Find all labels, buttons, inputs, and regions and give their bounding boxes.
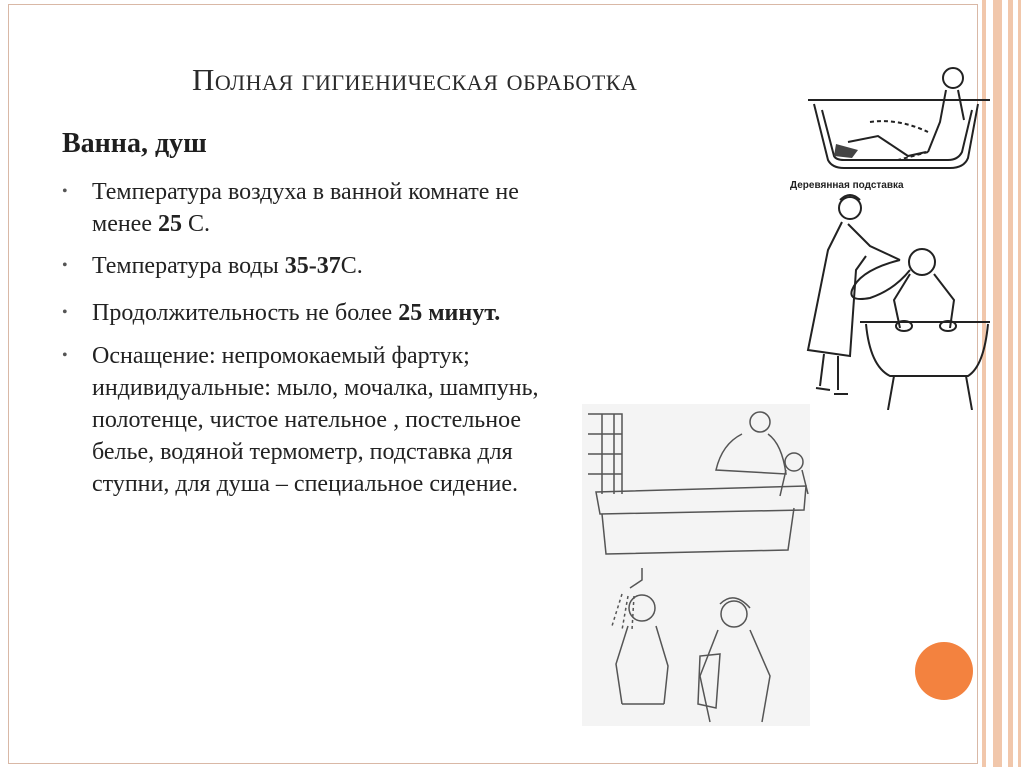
shower-bath-sketch — [582, 404, 810, 726]
bullet-item — [62, 176, 582, 240]
slide-title: Полная гигиеническая обработка — [192, 62, 638, 97]
slide-subtitle: Ванна, душ — [62, 128, 207, 159]
bullet-dot: • — [62, 347, 68, 364]
bullet-dot: • — [62, 257, 68, 274]
bullet-list — [62, 176, 582, 510]
bathtub-illustration — [778, 60, 993, 195]
bullet-text: Оснащение: непромокаемый фартук; индивидуальные: мыло, мочалка, шампунь, полотенце, чистое нательное , постельное белье, водяной термометр, подставка для ступни, для душа – специальное сидение. — [92, 343, 539, 497]
bullet-text: Температура воздуха в ванной комнате не менее — [92, 179, 519, 237]
bullet-item — [62, 292, 582, 334]
bullet-text-end: С. — [340, 253, 363, 279]
decor-stripe-4 — [1018, 0, 1021, 767]
bullet-dot: • — [62, 183, 68, 200]
bullet-item — [62, 250, 582, 282]
bath-caption: Деревянная подставка — [790, 180, 904, 191]
bullet-text: Продолжительность не более — [92, 300, 399, 326]
footrest-shape — [834, 144, 858, 158]
bullet-text-end: С. — [182, 211, 211, 237]
accent-circle — [915, 642, 973, 700]
bullet-text: Температура воды — [92, 253, 285, 279]
bullet-item — [62, 340, 582, 500]
nurse-bath-illustration — [790, 190, 995, 410]
bullet-bold: 25 — [158, 211, 182, 237]
bullet-bold: 25 минут. — [398, 300, 501, 326]
bullet-bold: 35-37 — [284, 253, 341, 279]
decor-stripe-3 — [1008, 0, 1013, 767]
bullet-dot: • — [62, 304, 68, 321]
